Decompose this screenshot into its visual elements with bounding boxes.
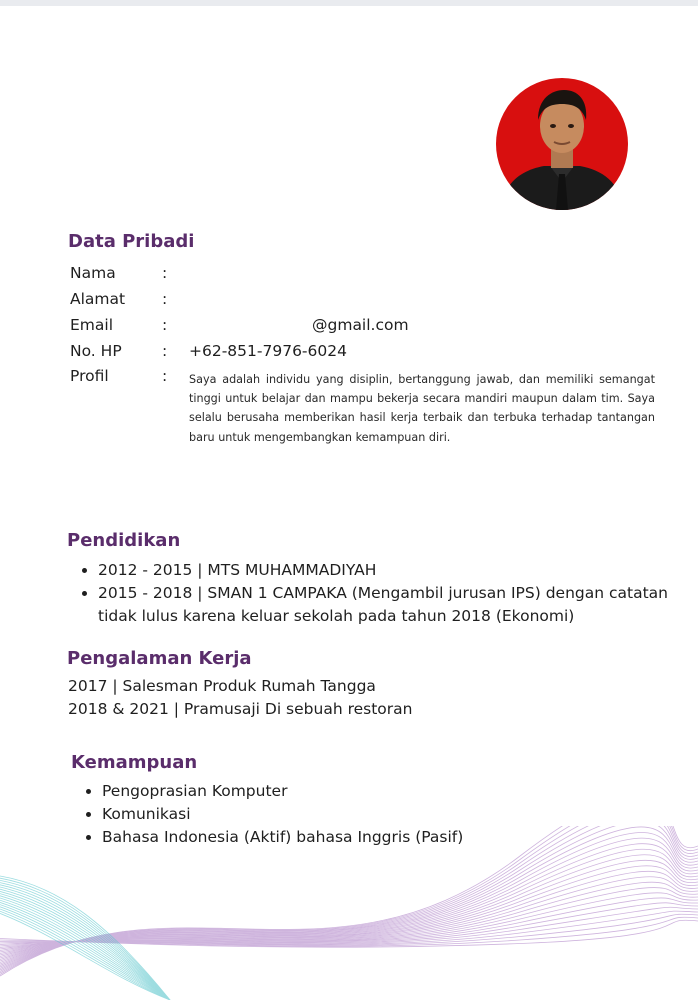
list-item: • 2012 - 2015 | MTS MUHAMMADIYAH <box>98 559 668 582</box>
field-colon: : <box>162 316 168 334</box>
field-value-phone: +62-851-7976-6024 <box>189 342 347 360</box>
field-label: No. HP <box>70 342 122 360</box>
section-title-education: Pendidikan <box>67 530 181 551</box>
list-item: • Komunikasi <box>102 803 662 826</box>
education-list <box>68 559 668 628</box>
wave-line <box>0 826 698 976</box>
field-label: Profil <box>70 367 109 385</box>
profile-photo <box>496 78 628 210</box>
field-colon: : <box>162 342 168 360</box>
section-title-personal: Data Pribadi <box>68 231 195 252</box>
field-colon: : <box>162 367 168 385</box>
field-label: Alamat <box>70 290 126 308</box>
field-label: Email <box>70 316 114 334</box>
profile-summary: Saya adalah individu yang disiplin, bertanggung jawab, dan memiliki semangat tinggi untuk belajar dan mampu bekerja secara mandiri maupun dalam tim. Saya selalu berusaha memberikan hasil kerja terbaik dan terbuka terhadap tantangan baru untuk mengembangkan kemampuan diri. <box>189 373 655 444</box>
section-title-skills: Kemampuan <box>71 752 198 773</box>
list-item: • Pengoprasian Komputer <box>102 780 662 803</box>
experience-item: 2017 | Salesman Produk Rumah Tangga <box>68 677 376 695</box>
list-item: • 2015 - 2018 | SMAN 1 CAMPAKA (Mengambil jurusan IPS) dengan catatan tidak lulus karena keluar sekolah pada tahun 2018 (Ekonomi) <box>98 582 668 628</box>
profile-photo-image <box>496 78 628 210</box>
experience-item: 2018 & 2021 | Pramusaji Di sebuah restoran <box>68 700 413 718</box>
decorative-waves <box>0 826 698 1000</box>
section-title-experience: Pengalaman Kerja <box>67 648 252 669</box>
field-colon: : <box>162 264 168 282</box>
field-label: Nama <box>70 264 116 282</box>
list-item: • Bahasa Indonesia (Aktif) bahasa Inggris (Pasif) <box>102 826 662 849</box>
resume-page <box>0 6 698 1000</box>
field-colon: : <box>162 290 168 308</box>
wave-line <box>0 826 698 972</box>
field-value-email: @gmail.com <box>312 316 409 334</box>
wave-line <box>0 826 698 973</box>
